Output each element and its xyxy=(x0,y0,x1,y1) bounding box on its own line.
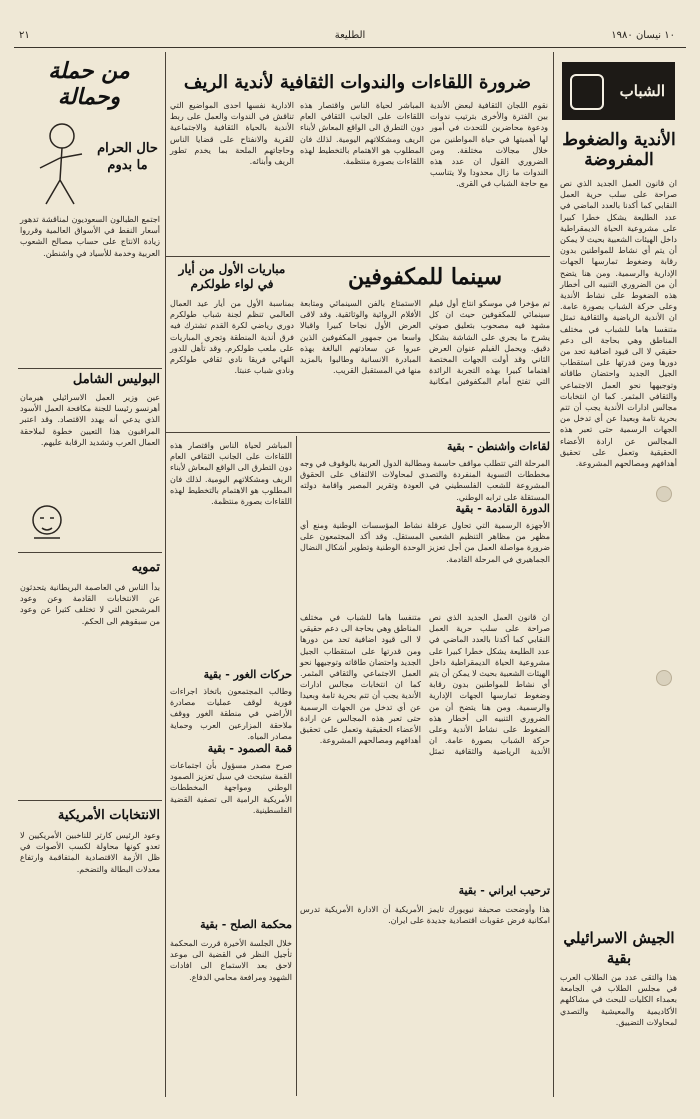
left-mid-body-top: المباشر لحياة الناس واقتصار هذه اللقاءات على الجانب الثقافي العام دون التطرق الى الواقع المعاش لأبناء الريف ومشكلاتهم اليومية. لذلك فان المطلوب هو الاهتمام بالتخطيط لهذه اللقاءات بصورة منتظمة. xyxy=(170,441,292,507)
iran-headline: ترحيب ايراني - بقية xyxy=(458,884,550,897)
youth-article-body: ان قانون العمل الجديد الذي نص صراحة على سلب حرية العمل النقابي كما أكدنا بالعدد الماضي في عدد الطليعة يشكل خطرا كبيرا على مشروعية الحياة الديمقراطية داخل الهيئات الشعبية بحيث لا يمكن أن يتم أي نشاط للمواطنين بدون رقابة وضغوط تمارسها الجهات الإدارية والرسمية. ومن هنا يتضح أن من الضروري التنبيه الى أخطار هذه الضغوط على نشاط الأندية وعلى حركة الشباب بصورة عامة. ان الأندية الرياضية والثقافية تمثل متنفسا هاما للشباب في مختلف المناطق وهي بحاجة الى دعم حقيقي لا الى قيود اضافية تحد من دورها ومن قدرتها على استقطاب الجيل الجديد واحتضان طاقاته وتوجيهها نحو العمل الاجتماعي والثقافي المثمر. كما ان انتخابات مجالس ادارات الأندية يجب أن تتم بحرية تامة وبعيدا عن أي تدخل من الجهات الرسمية حتى تعبر هذه المجالس عن ارادة الأعضاء الحقيقية وتعمل على تحقيق أهدافهم ومصالحهم المشروعة. xyxy=(559,179,677,469)
summit-headline: قمة الصمود - بقية xyxy=(207,742,292,755)
next-session-headline: الدورة القادمة - بقية xyxy=(455,502,550,515)
satire-rule xyxy=(18,368,162,369)
washington-headline: لقاءات واشنطن - بقية xyxy=(446,440,550,453)
top-rule xyxy=(14,47,686,48)
youth-emblem-icon xyxy=(570,74,604,110)
youth-logo-label: الشباب xyxy=(619,82,665,100)
cartoon-figure-icon xyxy=(22,118,92,208)
youth-logo xyxy=(562,62,675,120)
column-divider xyxy=(553,52,554,1097)
page-number: ٢١ xyxy=(19,30,30,41)
rural-body-col2: المباشر لحياة الناس واقتصار هذه اللقاءات على الجانب الثقافي العام دون التطرق الى الواقع المعاش لأبناء الريف ومشكلاتهم اليومية. لذلك فان المطلوب هو الاهتمام بالتخطيط لهذه اللقاءات بصورة منتظمة. xyxy=(300,101,424,167)
satire-caption: حال الحرام ما بدوم xyxy=(97,141,158,173)
leagues-headline: مباريات الأول من أيار في لواء طولكرم xyxy=(178,262,286,291)
camouflage-headline: تمويه xyxy=(131,560,160,575)
column-divider xyxy=(165,52,166,1097)
cinema-body: تم مؤخرا في موسكو انتاج أول فيلم سينمائي للمكفوفين حيث ان كل مشهد فيه مصحوب بتعليق صوتي يشرح ما يجري على الشاشة بشكل دقيق. ويحمل الفيلم عنوان العرض الثاني وقد أولت الجهات المختصة اهتماما كبيرا بهذه التجربة الرائدة التي تفتح أمام المكفوفين امكانية الاستمتاع بالفن السينمائي ومتابعة الأفلام الروائية والوثائقية. وقد لاقى العرض الأول نجاحا كبيرا واقبالا واسعا من جمهور المكفوفين الذين عبروا عن سعادتهم البالغة بهذه المبادرة الانسانية وطالبوا بالمزيد منها في المستقبل القريب. xyxy=(300,299,550,387)
cinema-headline: سينما للمكفوفين xyxy=(347,264,503,290)
satire-body: اجتمع الطبالون السعوديون لمناقشة تدهور أسعار النفط في الأسواق العالمية وقرروا زيادة الانتاج على حساب مصالح الشعوب العربية وخدمة للأسياد في واشنطن. xyxy=(20,215,160,258)
rural-body-col3: الادارية نفسها احدى المواضيع التي تناقش في الندوات والعمل على ربط الأندية بالحياة الثقافية والاجتماعية للقرية والانفتاح على قضايا الناس وحاجاتهم الملحة بما يخدم تطور الريف وأبنائه. xyxy=(170,101,294,167)
camouflage-rule xyxy=(18,800,162,801)
leagues-body: بمناسبة الأول من أيار عيد العمال العالمي تنظم لجنة شباب طولكرم دوري رياضي لكرة القدم تشترك فيه فرق أندية المنطقة وتجري المباريات على ملعب طولكرم. وقد تأهل للدور النهائي فريقا نادي ثقافي طولكرم ونادي شباب عنبتا. xyxy=(170,299,294,376)
washington-body: المرحلة التي تتطلب مواقف حاسمة ومطالبة الدول العربية بالوقوف في وجه مخططات التسوية المنفردة والتصدي لمحاولات الالتفاف على الحقوق المشروعة للشعب الفلسطيني في العودة وتقرير المصير واقامة دولته المستقلة على ترابه الوطني. xyxy=(300,459,550,502)
police-headline: البوليس الشامل xyxy=(72,372,160,387)
elections-body: وعود الرئيس كارتر للناخبين الأمريكيين لا تعدو كونها محاولة لكسب الأصوات في ظل الأزمة الاقتصادية المتفاقمة وارتفاع معدلات البطالة والتضخم. xyxy=(20,831,160,874)
rural-rule xyxy=(165,256,550,257)
section-title: الطليعة xyxy=(334,30,366,41)
ghor-headline: حركات الغور - بقية xyxy=(203,668,292,681)
folio xyxy=(15,30,685,46)
court-body: خلال الجلسة الأخيرة قررت المحكمة تأجيل النظر في القضية الى موعد لاحق بعد الاستماع الى افادات الشهود ومرافعة محامي الدفاع. xyxy=(170,939,292,982)
binder-hole-icon xyxy=(656,486,672,502)
column-divider xyxy=(296,436,297,1096)
next-session-body: الأجهزة الرسمية التي تحاول عرقلة نشاط المؤسسات الوطنية ومنع أي مظهر من مظاهر التنظيم الشعبي المستقل. وقد أكد المجتمعون على ضرورة مواصلة العمل من أجل تعزيز الوحدة الوطنية وتطوير أشكال النضال الجماهيري في المرحلة القادمة. xyxy=(300,521,550,564)
cartoon-head-icon xyxy=(22,498,72,548)
cinema-rule xyxy=(165,432,550,433)
israeli-army-headline: الجيش الاسرائيلي بقية xyxy=(563,929,675,967)
summit-body: صرح مصدر مسؤول بأن اجتماعات القمة ستبحث في سبل تعزيز الصمود الوطني ومواجهة المخططات الأمريكية الرامية الى تصفية القضية الفلسطينية. xyxy=(170,761,292,815)
satire-headline: من حملة وحمالة xyxy=(48,58,130,110)
police-rule xyxy=(18,552,162,553)
binder-hole-icon xyxy=(656,670,672,686)
israeli-army-body: هذا والتقى عدد من الطلاب العرب في مجلس الطلاب في الجامعة بعمداء الكليات للبحث في مشاكلهم الأكاديمية والمعيشية والتصدي لمحاولات التضييق. xyxy=(560,973,677,1027)
camouflage-body: بدأ الناس في العاصمة البريطانية يتحدثون عن الانتخابات القادمة وعن وعود المرشحين التي لا تختلف كثيرا عن وعود من سبقوهم الى الحكم. xyxy=(20,583,160,626)
rural-body-col1: نقوم اللجان الثقافية لبعض الأندية بين الفترة والأخرى بترتيب ندوات ودعوة محاضرين للتحدث في أمور لها أهميتها في حياة المواطنين من خلال مجالات مختلفة. ومن الضروري القول ان عدد هذه الندوات ما زال محدودا ولا يتناسب مع حاجة الشباب في القرى. xyxy=(430,101,548,189)
elections-headline: الانتخابات الأمريكية xyxy=(57,808,160,823)
youth-headline: الأندية والضغوط المفروضة xyxy=(562,130,676,170)
iran-body: هذا وأوضحت صحيفة نيويورك تايمز الأمريكية أن الادارة الأمريكية تدرس امكانية فرض عقوبات اقتصادية جديدة على ايران. xyxy=(300,905,550,926)
court-headline: محكمة الصلح - بقية xyxy=(200,918,292,931)
issue-date: ١٠ نيسان ١٩٨٠ xyxy=(611,30,675,41)
middle-body-extra: ان قانون العمل الجديد الذي نص صراحة على سلب حرية العمل النقابي كما أكدنا بالعدد الماضي في عدد الطليعة يشكل خطرا كبيرا على مشروعية الحياة الديمقراطية داخل الهيئات الشعبية بحيث لا يمكن أن يتم أي نشاط للمواطنين بدون رقابة وضغوط تمارسها الجهات الإدارية والرسمية. ومن هنا يتضح أن من الضروري التنبيه الى أخطار هذه الضغوط على نشاط الأندية وعلى حركة الشباب بصورة عامة. ان الأندية الرياضية والثقافية تمثل متنفسا هاما للشباب في مختلف المناطق وهي بحاجة الى دعم حقيقي لا الى قيود اضافية تحد من دورها ومن قدرتها على استقطاب الجيل الجديد واحتضان طاقاته وتوجيهها نحو العمل الاجتماعي والثقافي المثمر. كما ان انتخابات مجالس ادارات الأندية يجب أن تتم بحرية تامة وبعيدا عن أي تدخل من الجهات الرسمية حتى تعبر هذه المجالس عن ارادة الأعضاء الحقيقية وتعمل على تحقيق أهدافهم ومصالحهم المشروعة. xyxy=(300,613,550,757)
rural-headline: ضرورة اللقاءات والندوات الثقافية لأندية الريف xyxy=(183,72,532,93)
ghor-body: وطالب المجتمعون باتخاذ اجراءات فورية لوقف عمليات مصادرة الأراضي في منطقة الغور ووقف ملاحقة المزارعين العرب وحماية مصادر المياه. xyxy=(170,687,292,741)
police-body: عين وزير العمل الاسرائيلي هيرمان أهرنسو رئيسا للجنة مكافحة العمل الأسود الذي يدعي أنه يهدد الاقتصاد. وقد اعتبر المراقبون هذا التعيين خطوة لملاحقة العمال العرب وتشديد الرقابة عليهم. xyxy=(20,393,160,447)
